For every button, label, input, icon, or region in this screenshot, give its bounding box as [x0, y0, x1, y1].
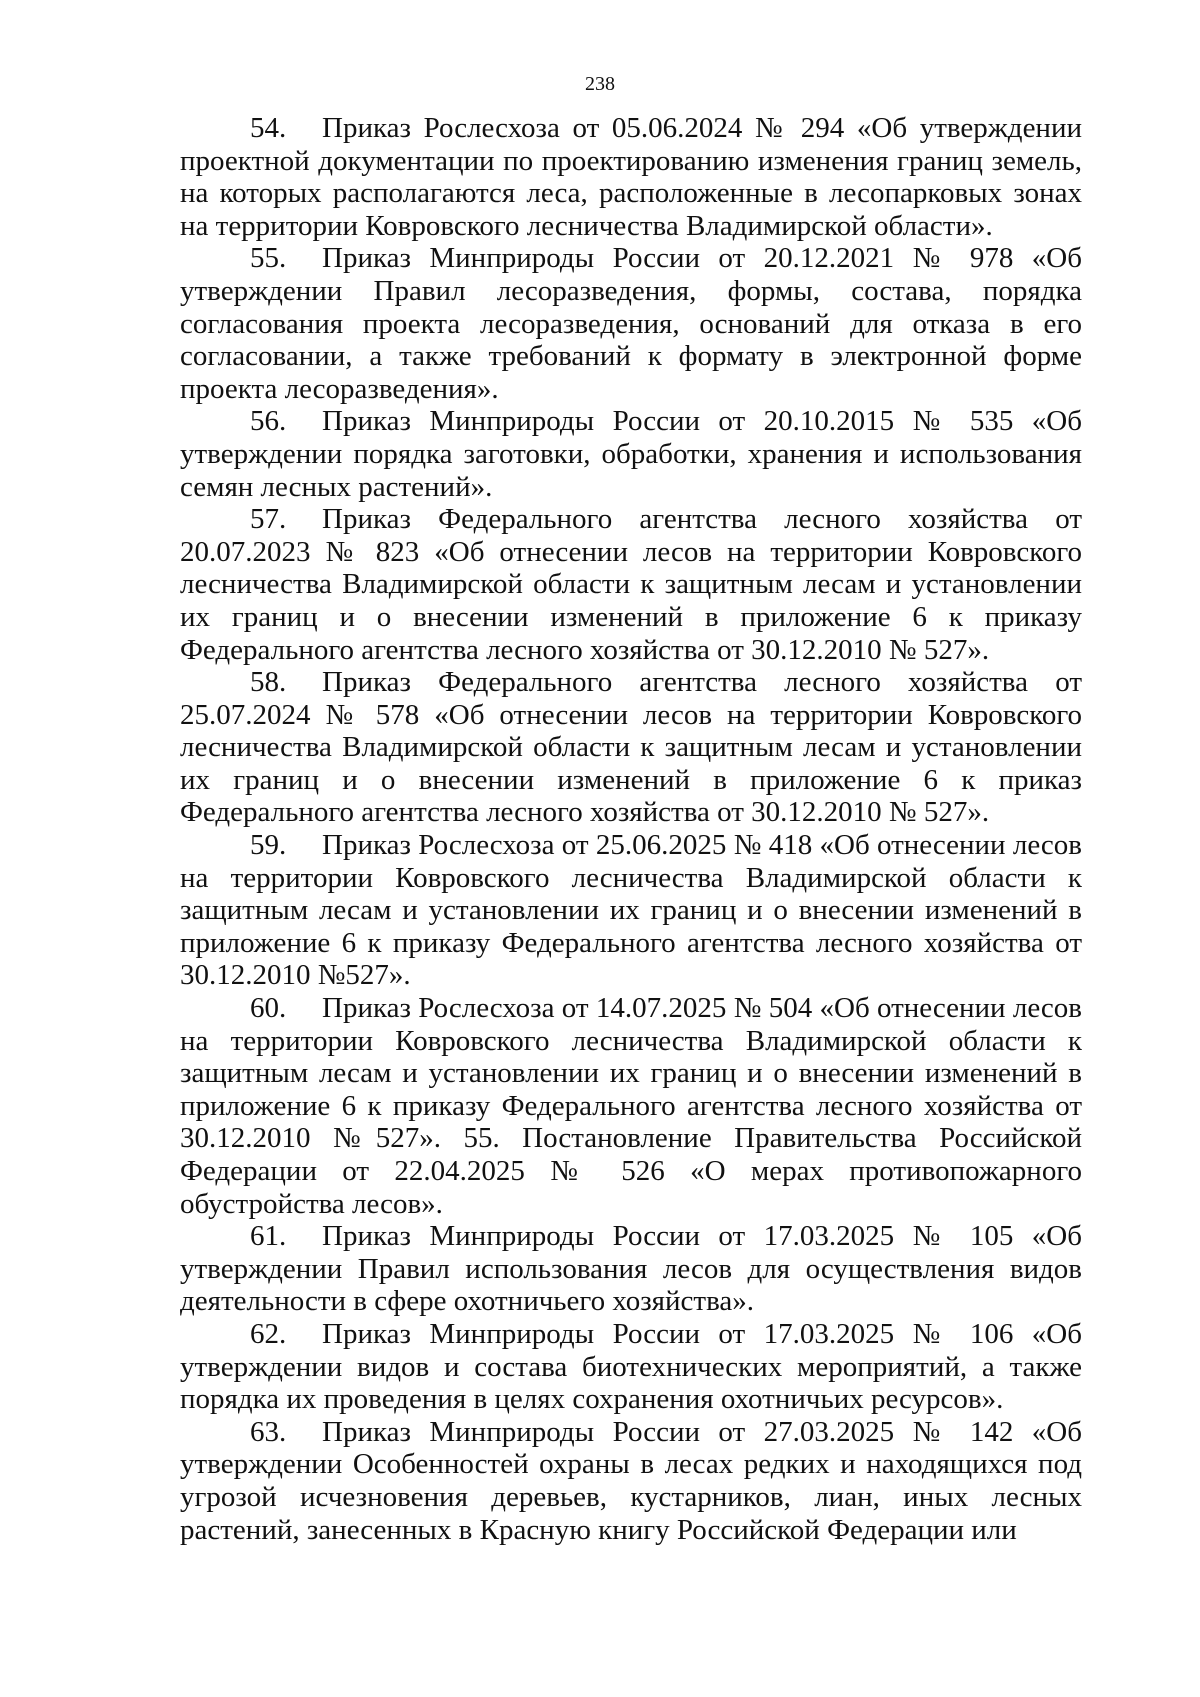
item-text: Приказ Минприроды России от 20.12.2021 № 978 «Об утверждении Правил лесоразведения, формы, состава, порядка согласования проекта лесоразведения, оснований для отказа в его согласовании, а также требований к формату в электронной форме проекта лесоразведения». [180, 242, 1082, 405]
item-text: Приказ Минприроды России от 17.03.2025 № 106 «Об утверждении видов и состава биотехнических мероприятий, а также порядка их проведения в целях сохранения охотничьих ресурсов». [180, 1317, 1082, 1416]
item-number: 54. [250, 112, 287, 144]
item-number: 61. [250, 1220, 287, 1253]
document-body [180, 112, 1082, 1546]
item-number: 58. [250, 666, 287, 699]
list-item [180, 992, 1082, 1220]
item-number: 63. [250, 1415, 287, 1448]
list-item [180, 1318, 1082, 1416]
item-number: 56. [250, 405, 287, 438]
list-item [180, 112, 1082, 242]
list-item [180, 503, 1082, 666]
page-number: 238 [585, 73, 615, 95]
item-text: Приказ Минприроды России от 27.03.2025 № 142 «Об утверждении Особенностей охраны в лесах редких и находящихся под угрозой исчезновения деревьев, кустарников, лиан, иных лесных растений, занесенных в Красную книгу Российской Федерации или [180, 1415, 1082, 1546]
item-number: 62. [250, 1317, 287, 1350]
list-item [180, 666, 1082, 829]
item-text: Приказ Федерального агентства лесного хозяйства от 25.07.2024 № 578 «Об отнесении лесов на территории Ковровского лесничества Владимирской области к защитным лесам и установлении их границ и о внесении изменений в приложение 6 к приказ Федерального агентства лесного хозяйства от 30.12.2010 № 527». [180, 666, 1082, 829]
item-text: Приказ Рослесхоза от 25.06.2025 № 418 «Об отнесении лесов на территории Ковровского лесничества Владимирской области к защитным лесам и установлении их границ и о внесении изменений в приложение 6 к приказу Федерального агентства лесного хозяйства от 30.12.2010 №527». [180, 829, 1082, 992]
list-item [180, 829, 1082, 992]
list-item [180, 242, 1082, 405]
item-text: Приказ Минприроды России от 20.10.2015 № 535 «Об утверждении порядка заготовки, обработки, хранения и использования семян лесных растений». [180, 405, 1082, 503]
item-number: 60. [250, 992, 287, 1025]
item-text: Приказ Рослесхоза от 14.07.2025 № 504 «Об отнесении лесов на территории Ковровского лесничества Владимирской области к защитным лесам и установлении их границ и о внесении изменений в приложение 6 к приказу Федерального агентства лесного хозяйства от 30.12.2010 №527». 55. Постановление Правительства Российской Федерации от 22.04.2025 № 526 «О мерах противопожарного обустройства лесов». [180, 992, 1082, 1220]
item-number: 55. [250, 242, 287, 275]
item-text: Приказ Рослесхоза от 05.06.2024 № 294 «Об утверждении проектной документации по проектированию изменения границ земель, на которых располагаются леса, расположенные в лесопарковых зонах на территории Ковровского лесничества Владимирской области». [180, 112, 1082, 242]
list-item [180, 1220, 1082, 1318]
item-text: Приказ Минприроды России от 17.03.2025 № 105 «Об утверждении Правил использования лесов для осуществления видов деятельности в сфере охотничьего хозяйства». [180, 1220, 1082, 1318]
list-item [180, 405, 1082, 503]
list-item [180, 1416, 1082, 1546]
item-number: 57. [250, 503, 287, 536]
item-number: 59. [250, 829, 287, 862]
item-text: Приказ Федерального агентства лесного хозяйства от 20.07.2023 № 823 «Об отнесении лесов на территории Ковровского лесничества Владимирской области к защитным лесам и установлении их границ и о внесении изменений в приложение 6 к приказу Федерального агентства лесного хозяйства от 30.12.2010 № 527». [180, 503, 1082, 666]
